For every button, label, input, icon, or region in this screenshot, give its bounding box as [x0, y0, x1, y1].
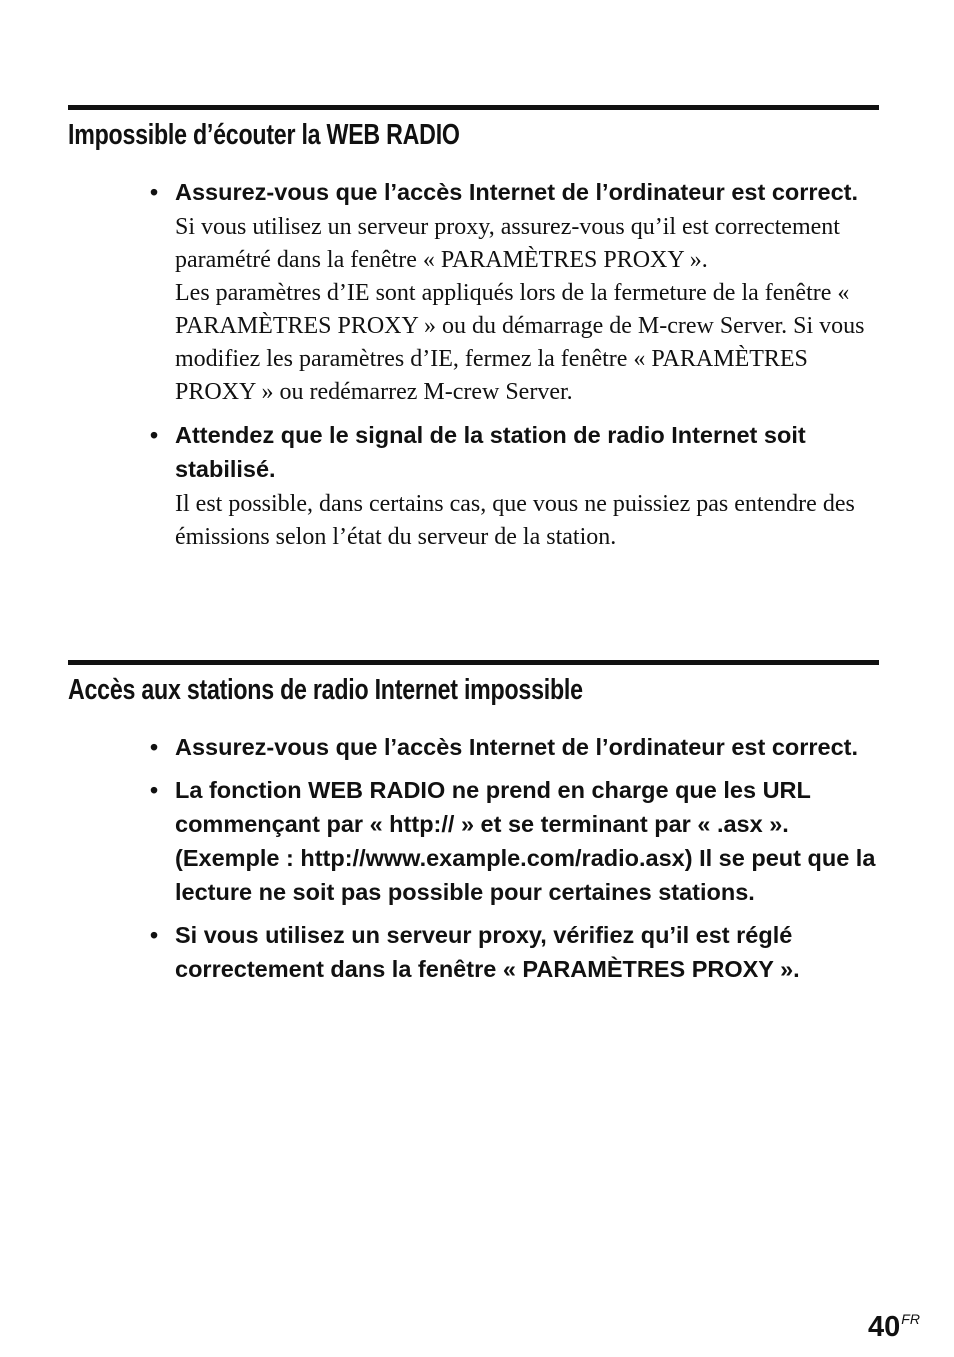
page-number-value: 40 — [868, 1311, 901, 1343]
item-list — [68, 175, 879, 554]
list-item — [68, 918, 879, 986]
section-rule — [68, 105, 879, 110]
section-heading: Accès aux stations de radio Internet impossible — [68, 674, 583, 706]
item-list — [68, 730, 879, 986]
list-item — [68, 175, 879, 409]
item-title: La fonction WEB RADIO ne prend en charge que les URL commençant par « http:// » et se terminant par « .asx ». (Exemple : http://www.example.com/radio.asx) Il se peut que la lecture ne soit pas possible pour certaines stations. — [175, 777, 876, 905]
page-number — [868, 1302, 920, 1344]
section-web-radio — [68, 105, 879, 563]
item-text: Il est possible, dans certains cas, que vous ne puissiez pas entendre des émissions selon l’état du serveur de la station. — [175, 491, 855, 550]
item-text: Si vous utilisez un serveur proxy, assurez-vous qu’il est correctement paramétré dans la fenêtre « PARAMÈTRES PROXY ». — [175, 214, 840, 273]
bullet-icon: • — [150, 922, 159, 948]
section-heading: Impossible d’écouter la WEB RADIO — [68, 119, 460, 151]
bullet-icon: • — [150, 734, 159, 760]
item-title: Attendez que le signal de la station de radio Internet soit stabilisé. — [175, 422, 806, 482]
list-item — [68, 418, 879, 554]
section-station-access — [68, 660, 879, 995]
page-language-suffix: FR — [901, 1311, 920, 1327]
list-item — [68, 730, 879, 764]
list-item — [68, 773, 879, 909]
bullet-icon: • — [150, 777, 159, 803]
item-title: Assurez-vous que l’accès Internet de l’ordinateur est correct. — [175, 734, 859, 760]
item-text: Les paramètres d’IE sont appliqués lors de la fermeture de la fenêtre « PARAMÈTRES PROXY » ou du démarrage de M-crew Server. Si vous modifiez les paramètres d’IE, fermez la fenêtre « PARAMÈTRES PROXY » ou redémarrez M-crew Server. — [175, 280, 865, 405]
bullet-icon: • — [150, 179, 159, 205]
bullet-icon: • — [150, 422, 159, 448]
section-rule — [68, 660, 879, 665]
item-title: Assurez-vous que l’accès Internet de l’ordinateur est correct. — [175, 179, 859, 205]
item-title: Si vous utilisez un serveur proxy, vérifiez qu’il est réglé correctement dans la fenêtre « PARAMÈTRES PROXY ». — [175, 922, 800, 982]
